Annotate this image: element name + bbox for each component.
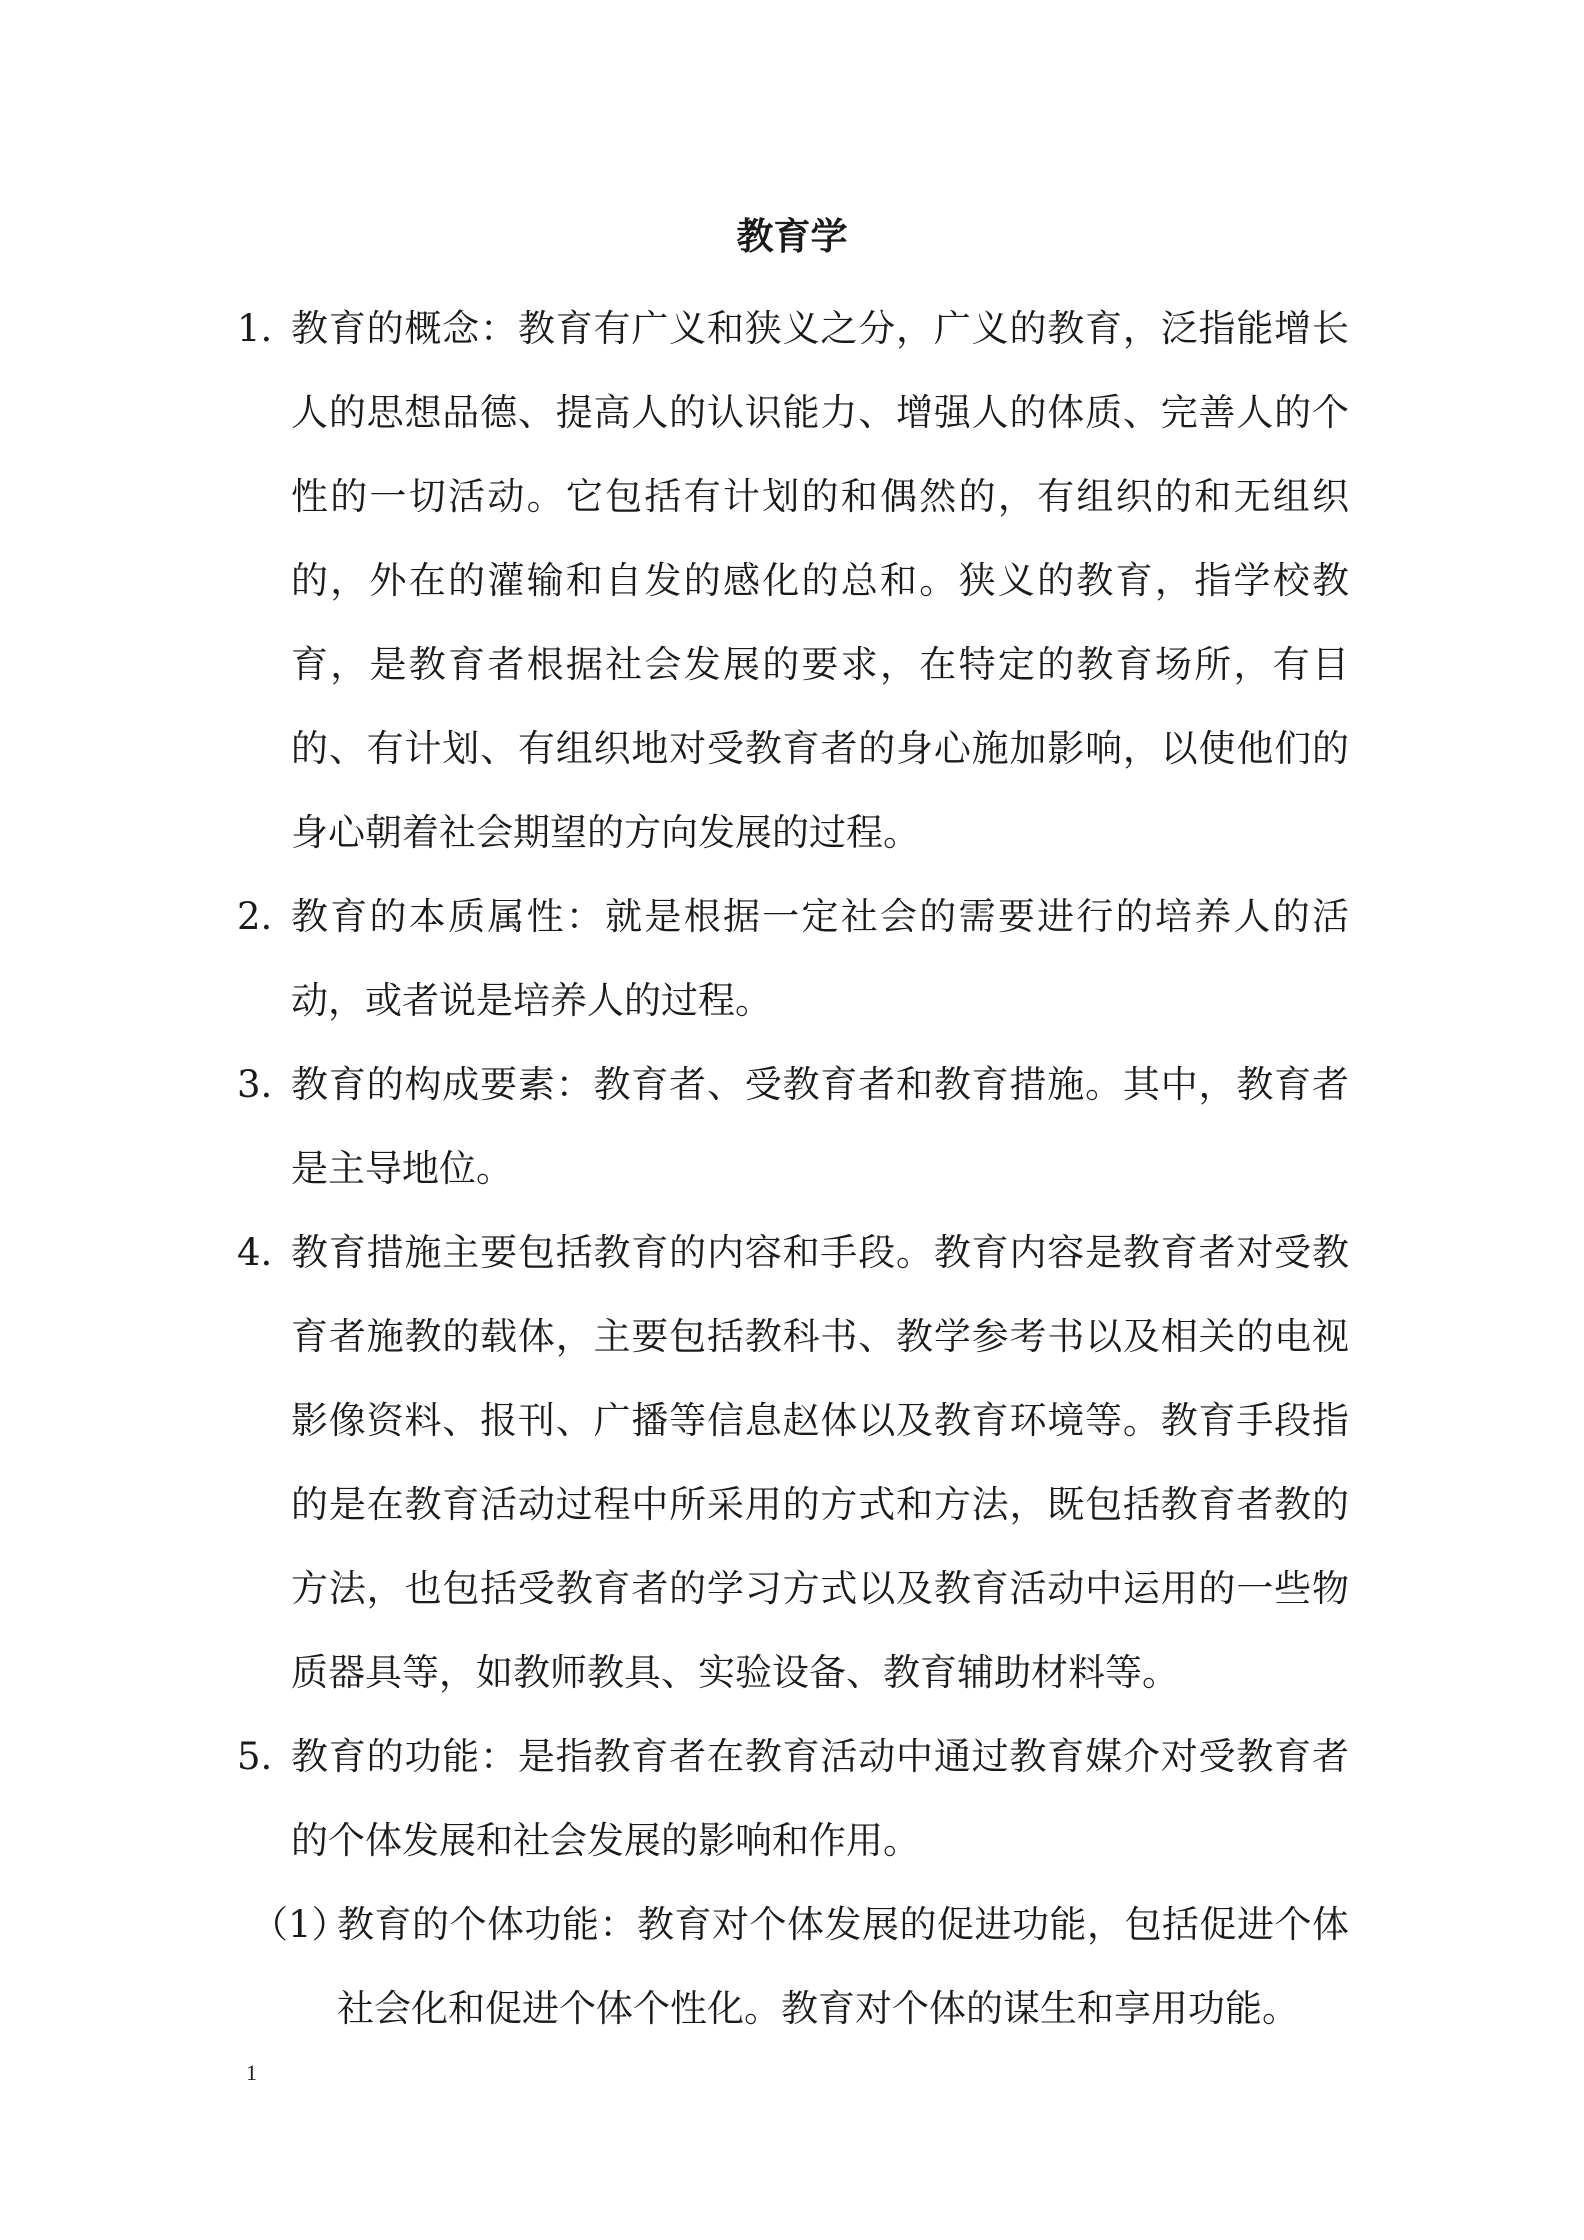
list-item xyxy=(237,875,1357,1043)
item-number: 4. xyxy=(237,1231,273,1274)
item-text: 教育的个体功能：教育对个体发展的促进功能，包括促进个体社会化和促进个体个性化。教育对个体的谋生和享用功能。 xyxy=(337,1903,1349,2030)
item-number: 1. xyxy=(237,307,273,350)
sub-list-item xyxy=(251,1883,1357,2051)
item-number: （1） xyxy=(251,1903,349,1946)
item-text: 教育的本质属性：就是根据一定社会的需要进行的培养人的活动，或者说是培养人的过程。 xyxy=(291,895,1349,1022)
content-list xyxy=(237,287,1357,2051)
list-item xyxy=(237,287,1357,875)
item-number: 5. xyxy=(237,1735,273,1778)
page-number: 1 xyxy=(246,2060,257,2085)
page-title: 教育学 xyxy=(736,214,848,258)
list-item xyxy=(237,1715,1357,1883)
list-item xyxy=(237,1211,1357,1715)
item-number: 3. xyxy=(237,1063,273,1106)
item-text: 教育的功能：是指教育者在教育活动中通过教育媒介对受教育者的个体发展和社会发展的影响和作用。 xyxy=(291,1735,1349,1862)
item-text: 教育的概念：教育有广义和狭义之分，广义的教育，泛指能增长人的思想品德、提高人的认识能力、增强人的体质、完善人的个性的一切活动。它包括有计划的和偶然的，有组织的和无组织的，外在的灌输和自发的感化的总和。狭义的教育，指学校教育，是教育者根据社会发展的要求，在特定的教育场所，有目的、有计划、有组织地对受教育者的身心施加影响，以使他们的身心朝着社会期望的方向发展的过程。 xyxy=(291,307,1349,854)
item-number: 2. xyxy=(237,895,273,938)
list-item xyxy=(237,1043,1357,1211)
item-text: 教育的构成要素：教育者、受教育者和教育措施。其中，教育者是主导地位。 xyxy=(291,1063,1349,1190)
item-text: 教育措施主要包括教育的内容和手段。教育内容是教育者对受教育者施教的载体，主要包括教科书、教学参考书以及相关的电视影像资料、报刊、广播等信息赵体以及教育环境等。教育手段指的是在教育活动过程中所采用的方式和方法，既包括教育者教的方法，也包括受教育者的学习方式以及教育活动中运用的一些物质器具等，如教师教具、实验设备、教育辅助材料等。 xyxy=(291,1231,1349,1694)
